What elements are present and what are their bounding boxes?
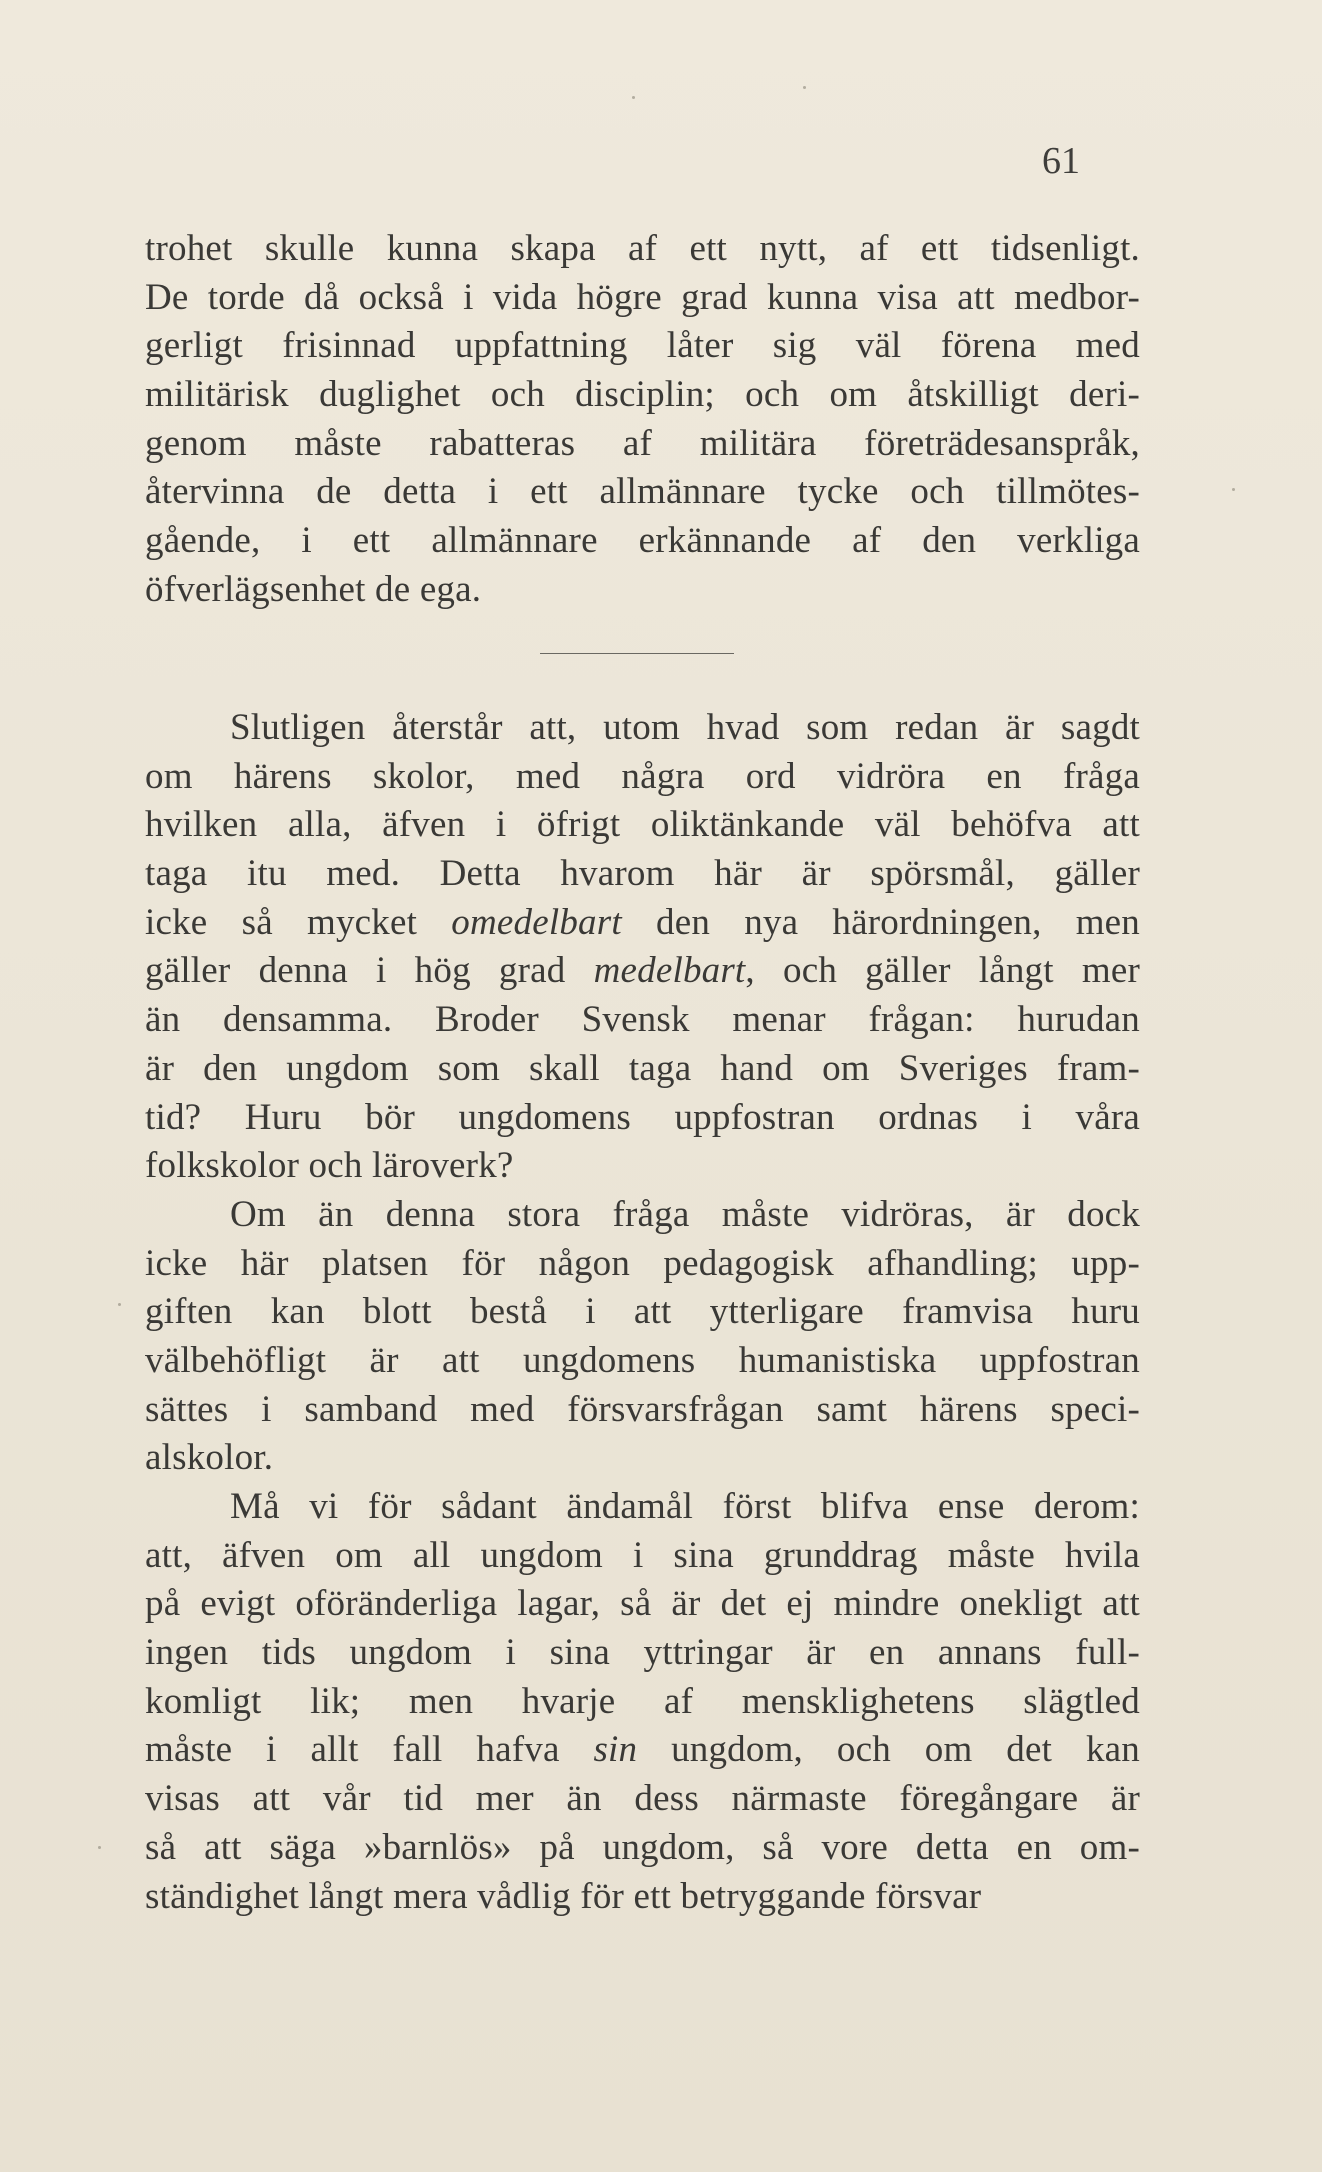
text-run: icke så mycket (145, 901, 452, 943)
text-line (145, 947, 1140, 996)
text-line: är den ungdom som skall taga hand om Sveriges fram- (145, 1047, 1140, 1089)
text-line: hvilken alla, äfven i öfrigt oliktänkande väl behöfva att (145, 804, 1140, 846)
paper-speck (98, 1846, 101, 1849)
text-line: att, äfven om all ungdom i sina grunddrag måste hvila (145, 1534, 1140, 1576)
text-run: gäller denna i hög grad (145, 950, 594, 992)
text-line: återvinna de detta i ett allmännare tycke och tillmötes- (145, 471, 1140, 513)
text-line (145, 899, 1140, 948)
text-run: den nya härordningen, men (621, 901, 1141, 943)
paper-speck (118, 1303, 121, 1306)
text-line: Må vi för sådant ändamål först blifva ense derom: (230, 1486, 1140, 1527)
text-line: taga itu med. Detta hvarom här är spörsmål, gäller (145, 853, 1140, 895)
paper-speck (632, 96, 635, 99)
text-block-lower (145, 704, 1140, 1921)
text-line: ingen tids ungdom i sina yttringar är en annans full- (145, 1632, 1140, 1674)
text-run: måste i allt fall hafva (145, 1729, 594, 1771)
text-line: Slutligen återstår att, utom hvad som redan är sagdt (230, 707, 1140, 748)
text-line: öfverlägsenhet de ega. (145, 568, 482, 610)
text-line: ständighet långt mera vådlig för ett betryggande försvar (145, 1875, 982, 1917)
paragraph (145, 704, 1140, 1191)
text-line (145, 1726, 1140, 1775)
italic-word: omedelbart (451, 901, 622, 943)
section-separator (540, 653, 734, 654)
text-run: ungdom, och om det kan (637, 1729, 1140, 1771)
text-block-upper (145, 225, 1140, 615)
text-line: trohet skulle kunna skapa af ett nytt, af ett tidsenligt. (145, 228, 1140, 269)
paper-speck (803, 86, 806, 89)
text-line: icke här platsen för någon pedagogisk afhandling; upp- (145, 1242, 1140, 1284)
text-line: folkskolor och läroverk? (145, 1145, 514, 1187)
text-line: tid? Huru bör ungdomens uppfostran ordnas i våra (145, 1096, 1140, 1138)
text-line: på evigt oföränderliga lagar, så är det ej mindre onekligt att (145, 1583, 1140, 1625)
text-line: giften kan blott bestå i att ytterligare framvisa huru (145, 1291, 1140, 1333)
text-line: välbehöfligt är att ungdomens humanistiska uppfostran (145, 1339, 1140, 1381)
italic-word: sin (593, 1729, 638, 1771)
text-line: genom måste rabatteras af militära företrädesanspråk, (145, 422, 1140, 464)
text-line: sättes i samband med försvarsfrågan samt härens speci- (145, 1388, 1140, 1430)
italic-word: medelbart (593, 950, 746, 992)
page-number: 61 (1042, 140, 1080, 182)
text-line: gående, i ett allmännare erkännande af den verkliga (145, 520, 1140, 562)
text-run: , och gäller långt mer (745, 950, 1140, 992)
text-line: Om än denna stora fråga måste vidröras, är dock (230, 1193, 1140, 1235)
text-line: visas att vår tid mer än dess närmaste föregångare är (145, 1778, 1140, 1820)
paragraph (145, 1483, 1140, 1921)
paragraph (145, 225, 1140, 615)
text-line: militärisk duglighet och disciplin; och om åtskilligt deri- (145, 374, 1140, 416)
paper-speck (1232, 488, 1235, 491)
text-line: komligt lik; men hvarje af mensklighetens slägtled (145, 1680, 1140, 1722)
text-line: än densamma. Broder Svensk menar frågan: hurudan (145, 999, 1140, 1041)
text-line: så att säga »barnlös» på ungdom, så vore detta en om- (145, 1826, 1140, 1868)
text-line: om härens skolor, med några ord vidröra en fråga (145, 755, 1140, 797)
text-line: De torde då också i vida högre grad kunna visa att medbor- (145, 276, 1140, 318)
text-line: alskolor. (145, 1437, 274, 1479)
text-line: gerligt frisinnad uppfattning låter sig väl förena med (145, 325, 1140, 367)
paragraph (145, 1191, 1140, 1483)
